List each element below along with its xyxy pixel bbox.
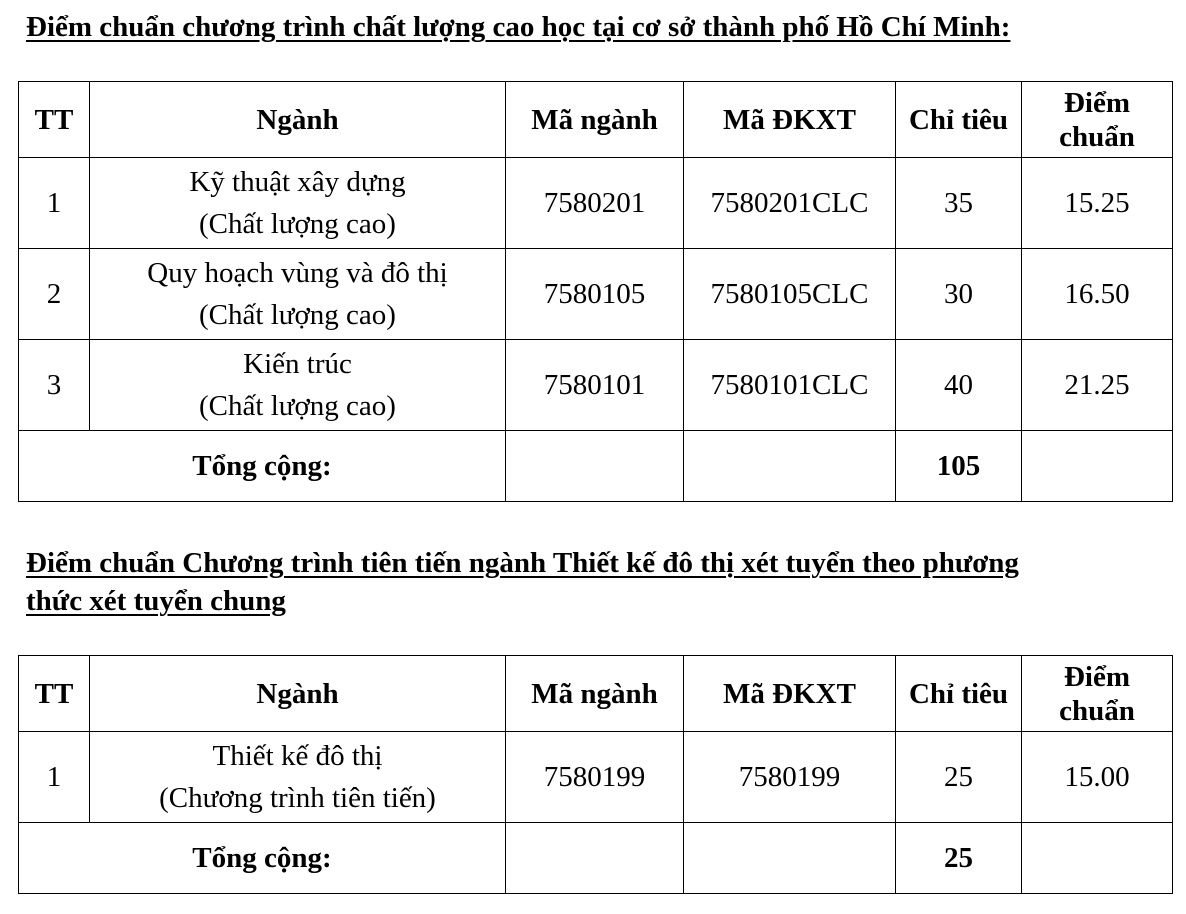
- nganh-program: (Chất lượng cao): [199, 208, 396, 240]
- cell-chi-tieu: 35: [896, 158, 1022, 249]
- header-diem-chuan-line2: chuẩn: [1059, 120, 1135, 153]
- header-diem-chuan-line1: Điểm: [1063, 86, 1131, 119]
- cell-ma-dkxt: 7580199: [684, 732, 896, 823]
- cell-ma-nganh: 7580201: [506, 158, 684, 249]
- cell-tt: 2: [19, 249, 90, 340]
- cell-ma-nganh: 7580105: [506, 249, 684, 340]
- total-label: Tổng cộng:: [19, 431, 506, 502]
- cell-diem-chuan: 15.25: [1022, 158, 1173, 249]
- total-row: [19, 431, 1173, 502]
- table-row: [19, 340, 1173, 431]
- nganh-name: Kỹ thuật xây dựng: [189, 166, 406, 198]
- total-chi-tieu: 25: [896, 823, 1022, 894]
- header-chi-tieu: Chỉ tiêu: [896, 82, 1022, 158]
- cell-chi-tieu: 40: [896, 340, 1022, 431]
- table-header-row: [19, 82, 1173, 158]
- nganh-program: (Chương trình tiên tiến): [159, 782, 436, 814]
- cell-chi-tieu: 30: [896, 249, 1022, 340]
- header-ma-nganh: Mã ngành: [506, 82, 684, 158]
- cell-ma-nganh: 7580101: [506, 340, 684, 431]
- header-ma-dkxt: Mã ĐKXT: [684, 82, 896, 158]
- cell-nganh: [90, 249, 506, 340]
- header-ma-nganh: Mã ngành: [506, 656, 684, 732]
- header-diem-chuan-line1: Điểm: [1063, 660, 1131, 693]
- nganh-name: Thiết kế đô thị: [212, 740, 383, 772]
- cutoff-table-clc: [18, 81, 1173, 502]
- nganh-name: Quy hoạch vùng và đô thị: [147, 257, 448, 289]
- header-chi-tieu: Chỉ tiêu: [896, 656, 1022, 732]
- section2-title-line1: Điểm chuẩn Chương trình tiên tiến ngành Thiết kế đô thị xét tuyển theo phương: [26, 547, 1019, 579]
- total-row: [19, 823, 1173, 894]
- cell-diem-chuan: 21.25: [1022, 340, 1173, 431]
- nganh-program: (Chất lượng cao): [199, 390, 396, 422]
- header-tt: TT: [19, 82, 90, 158]
- cell-ma-nganh: 7580199: [506, 732, 684, 823]
- total-empty-cell: [506, 431, 684, 502]
- total-chi-tieu: 105: [896, 431, 1022, 502]
- total-empty-cell: [506, 823, 684, 894]
- header-diem-chuan: [1022, 656, 1173, 732]
- cell-ma-dkxt: 7580101CLC: [684, 340, 896, 431]
- cell-nganh: [90, 158, 506, 249]
- total-empty-cell: [684, 823, 896, 894]
- cell-diem-chuan: 15.00: [1022, 732, 1173, 823]
- total-empty-cell: [684, 431, 896, 502]
- table-row: [19, 249, 1173, 340]
- cell-ma-dkxt: 7580201CLC: [684, 158, 896, 249]
- section2-title-line2: thức xét tuyển chung: [26, 585, 286, 617]
- header-ma-dkxt: Mã ĐKXT: [684, 656, 896, 732]
- cutoff-table-advanced: [18, 655, 1173, 894]
- table-row: [19, 158, 1173, 249]
- header-nganh: Ngành: [90, 656, 506, 732]
- cell-ma-dkxt: 7580105CLC: [684, 249, 896, 340]
- total-empty-cell: [1022, 431, 1173, 502]
- total-empty-cell: [1022, 823, 1173, 894]
- header-nganh: Ngành: [90, 82, 506, 158]
- section1-title: Điểm chuẩn chương trình chất lượng cao học tại cơ sở thành phố Hồ Chí Minh:: [26, 11, 1011, 43]
- cell-nganh: [90, 732, 506, 823]
- nganh-program: (Chất lượng cao): [199, 299, 396, 331]
- cell-tt: 1: [19, 158, 90, 249]
- table-header-row: [19, 656, 1173, 732]
- section2-title: [26, 544, 1019, 620]
- table-row: [19, 732, 1173, 823]
- header-diem-chuan-line2: chuẩn: [1059, 694, 1135, 727]
- cell-chi-tieu: 25: [896, 732, 1022, 823]
- header-tt: TT: [19, 656, 90, 732]
- cell-tt: 3: [19, 340, 90, 431]
- header-diem-chuan: [1022, 82, 1173, 158]
- cell-nganh: [90, 340, 506, 431]
- cell-diem-chuan: 16.50: [1022, 249, 1173, 340]
- cell-tt: 1: [19, 732, 90, 823]
- total-label: Tổng cộng:: [19, 823, 506, 894]
- nganh-name: Kiến trúc: [243, 348, 352, 380]
